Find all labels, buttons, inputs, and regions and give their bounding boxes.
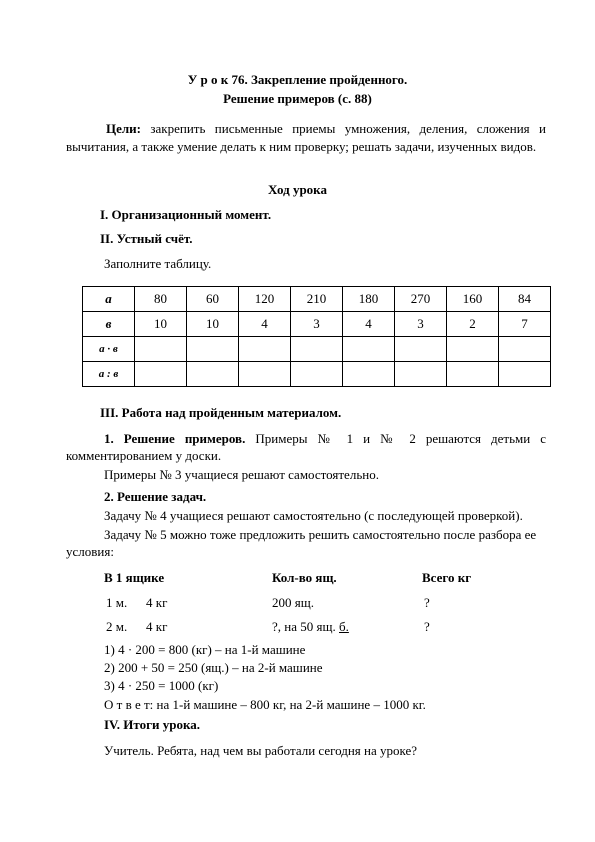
task-row-2-per-box: 4 кг [146,619,168,634]
empty-cell [395,362,447,387]
item-1-label: 1. Решение примеров. [104,431,246,446]
cell-b-6: 3 [395,312,447,337]
lesson-subtitle: Решение примеров (с. 88) [223,91,372,106]
empty-cell [395,337,447,362]
cell-a-4: 210 [291,287,343,312]
answer-line [104,697,426,713]
item-2-task5 [66,526,546,560]
lesson-heading [0,72,595,88]
cell-b-1: 10 [135,312,187,337]
section-4-heading: IV. Итоги урока. [104,717,201,732]
empty-cell [187,362,239,387]
goals-paragraph [66,120,546,156]
goals-label: Цели: [106,121,141,136]
cell-a-1: 80 [135,287,187,312]
item-1-paragraph [66,430,546,464]
table-row-b [83,312,551,337]
empty-cell [291,362,343,387]
course-heading: Ход урока [268,182,327,197]
cell-b-4: 3 [291,312,343,337]
solution-step-3: 3) 4 · 250 = 1000 (кг) [104,678,219,693]
section-2-heading: II. Устный счёт. [100,231,193,246]
item-2-task5-text: Задачу № 5 можно тоже предложить решить самостоятельно после разбора ее условия: [66,527,537,559]
cell-b-7: 2 [447,312,499,337]
teacher-line: Учитель. Ребята, над чем вы работали сегодня на уроке? [104,743,418,758]
goals-text: закрепить письменные приемы умножения, деления, сложения и вычитания, а также умение делать к ним проверку; решать задачи, изученных видов. [66,121,546,154]
item-2-label: 2. Решение задач. [104,489,207,504]
value-table [82,286,551,387]
cell-b-5: 4 [343,312,395,337]
task-row-2-count-text: ?, на 50 ящ. [272,619,336,634]
row-label-a: а [83,287,135,312]
cell-a-2: 60 [187,287,239,312]
row-label-quotient: а : в [83,362,135,387]
empty-cell [135,362,187,387]
task-row-2-machine: 2 м. [106,619,128,634]
table-row-product [83,337,551,362]
section-3-heading: III. Работа над пройденным материалом. [100,405,342,420]
cell-a-6: 270 [395,287,447,312]
cell-b-8: 7 [499,312,551,337]
task-row-2-total: ? [424,619,430,634]
cell-a-7: 160 [447,287,499,312]
lesson-title: 76. Закрепление пройденного. [231,72,408,87]
item-2-task4: Задачу № 4 учащиеся решают самостоятельно (с последующей проверкой). [104,508,523,523]
empty-cell [187,337,239,362]
cell-b-3: 4 [239,312,291,337]
row-label-product: а · в [83,337,135,362]
task-row-1-per-box: 4 кг [146,595,168,610]
task-header-per-box: В 1 ящике [104,570,165,585]
item-1-extra: Примеры № 3 учащиеся решают самостоятельно. [104,467,379,482]
answer-text: на 1-й машине – 800 кг, на 2-й машине – 1000 кг. [156,697,426,712]
empty-cell [499,337,551,362]
empty-cell [135,337,187,362]
cell-a-5: 180 [343,287,395,312]
empty-cell [291,337,343,362]
empty-cell [239,362,291,387]
task-row-2-count-suffix: б. [339,619,349,634]
lesson-word: У р о к [187,72,229,87]
empty-cell [343,362,395,387]
task-row-1-total: ? [424,595,430,610]
task-header-count: Кол-во ящ. [272,570,337,585]
task-header-total: Всего кг [422,570,472,585]
table-row-quotient [83,362,551,387]
table-row-a [83,287,551,312]
task-row-2-count [272,619,349,635]
empty-cell [447,362,499,387]
section-1-heading: I. Организационный момент. [100,207,272,222]
cell-b-2: 10 [187,312,239,337]
solution-step-2: 2) 200 + 50 = 250 (ящ.) – на 2-й машине [104,660,323,675]
cell-a-8: 84 [499,287,551,312]
empty-cell [499,362,551,387]
empty-cell [343,337,395,362]
task-row-1-machine: 1 м. [106,595,128,610]
item-1-text: Примеры № 1 и № 2 решаются детьми с комментированием у доски. [66,431,547,463]
empty-cell [239,337,291,362]
task-row-1-count: 200 ящ. [272,595,314,610]
solution-step-1: 1) 4 · 200 = 800 (кг) – на 1-й машине [104,642,306,657]
row-label-b: в [83,312,135,337]
fill-table-instruction: Заполните таблицу. [104,256,212,271]
empty-cell [447,337,499,362]
cell-a-3: 120 [239,287,291,312]
answer-label: О т в е т: [104,697,154,712]
